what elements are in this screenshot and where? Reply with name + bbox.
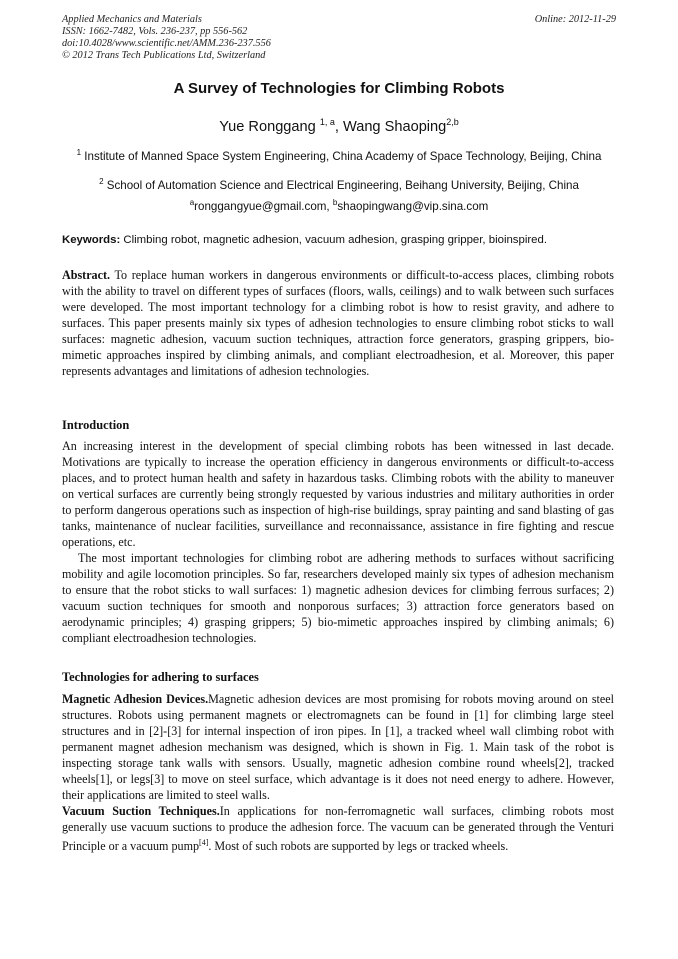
abstract-text: To replace human workers in dangerous environments or difficult-to-access places, climbing robots with the ability to travel on different types of surfaces (floors, walls, ceilings) and to walk between such surfaces were developed. The most important technology for a climbing robot is how to resist gravity, and adhere to surfaces. This paper presents mainly six types of adhesion technologies to ensure climbing robot sticks to wall surfaces: magnetic adhesion, vacuum suction techniques, attraction force generators, grasping grippers, bio-mimetic approaches inspired by climbing animals, and compliant electroadhesion, et al. Moreover, this paper represents advantages and limitations of adhesion technologies. [62, 268, 614, 378]
author-separator: , [334, 118, 343, 135]
intro-paragraph-2: The most important technologies for climbing robot are adhering methods to surfaces without sacrificing mobility and agile locomotion principles. So far, researchers developed mainly six types of adhesion mechanism to ensure that the robot sticks to wall surfaces: 1) magnetic adhesion devices for climbing ferrous surfaces; 2) vacuum suction techniques for smooth and nonporous surfaces; 3) attraction force generators based on aerodynamic principles; 4) grasping grippers; 5) bio-mimetic approaches inspired by climbing animals; 6) compliant electroadhesion technologies. [62, 551, 614, 645]
keywords-text: Climbing robot, magnetic adhesion, vacuum adhesion, grasping gripper, bioinspired. [120, 234, 547, 246]
author-1-affil: 1, a [319, 117, 335, 127]
author-line [62, 112, 616, 137]
magnetic-label: Magnetic Adhesion Devices. [62, 692, 209, 706]
vacuum-text-a: In applications for non-ferromagnetic wall surfaces, climbing robots most generally use vacuum suctions to produce the adhesion force. The vacuum can be generated through the Venturi Principle or a vacuum pump [62, 804, 614, 854]
keywords-label: Keywords: [62, 234, 121, 246]
author-1: Yue Ronggang [219, 118, 316, 135]
keywords [62, 233, 616, 247]
author-2: Wang Shaoping [342, 118, 447, 135]
affiliation-1-num: 1 [76, 148, 82, 157]
intro-paragraph-1: An increasing interest in the development of special climbing robots has been witnessed in last decade. Motivations are typically to increase the operation efficiency in dangerous environments or difficult-to-access places, and to protect human health and safety in hazardous tasks. Climbing robots with the ability to maneuver on vertical surfaces are currently being strongly requested by various industries and military authorities in order to perform dangerous operations such as inspection of high-rise buildings, spray painting and sand blasting of gas tanks, maintenance of nuclear facilities, surveillance and reconnaissance, assistance in fire fighting and rescue operations, etc. [62, 439, 614, 549]
affiliation-2 [62, 175, 616, 193]
issn-line: ISSN: 1662-7482, Vols. 236-237, pp 556-562 [62, 26, 248, 37]
email-line [62, 196, 616, 214]
magnetic-text: Magnetic adhesion devices are most promising for robots moving around on steel structures. Robots using permanent magnets or electromagnets can be found in [1] for climbing large steel structures and in [2]-[3] for internal inspection of iron pipes. In [1], a tracked wheel wall climbing robot with permanent magnet adhesion mechanism was designed, which is shown in Fig. 1. Main task of the robot is inspecting storage tank walls with sensors. Usually, magnetic adhesion combine round wheels[2], tracked wheels[1], or legs[3] to move on steel surface, which advantage is it does not need energy to adhere. However, their applications are limited to steel walls. [62, 692, 614, 802]
copyright-line: © 2012 Trans Tech Publications Ltd, Switzerland [62, 50, 266, 61]
email-a[interactable]: ronggangyue@gmail.com, [194, 199, 333, 213]
technologies-body [62, 691, 614, 854]
affiliation-1 [62, 146, 616, 164]
vacuum-paragraph [62, 803, 614, 854]
magnetic-paragraph [62, 691, 614, 803]
online-date: Online: 2012-11-29 [534, 14, 616, 25]
abstract [62, 267, 614, 379]
email-b-sup: b [332, 198, 338, 207]
paper-title: A Survey of Technologies for Climbing Robots [173, 80, 505, 97]
email-a-sup: a [189, 198, 195, 207]
vacuum-text-b: . Most of such robots are supported by legs or tracked wheels. [208, 839, 509, 854]
abstract-label: Abstract. [62, 268, 111, 282]
technologies-heading: Technologies for adhering to surfaces [62, 670, 259, 684]
journal-header [62, 14, 616, 62]
doi-line[interactable]: doi:10.4028/www.scientific.net/AMM.236-237.556 [62, 38, 271, 49]
journal-name: Applied Mechanics and Materials [62, 14, 202, 25]
affiliation-1-text: Institute of Manned Space System Engineering, China Academy of Space Technology, Beijing, China [84, 149, 602, 163]
vacuum-citation[interactable]: [4] [199, 838, 209, 847]
author-2-affil: 2,b [446, 117, 459, 127]
introduction-heading: Introduction [62, 418, 130, 432]
affiliation-2-num: 2 [99, 177, 104, 186]
vacuum-label: Vacuum Suction Techniques. [62, 804, 220, 818]
affiliation-2-text: School of Automation Science and Electrical Engineering, Beihang University, Beijing, China [106, 178, 579, 192]
email-b[interactable]: shaopingwang@vip.sina.com [337, 199, 489, 213]
introduction-body [62, 438, 614, 646]
